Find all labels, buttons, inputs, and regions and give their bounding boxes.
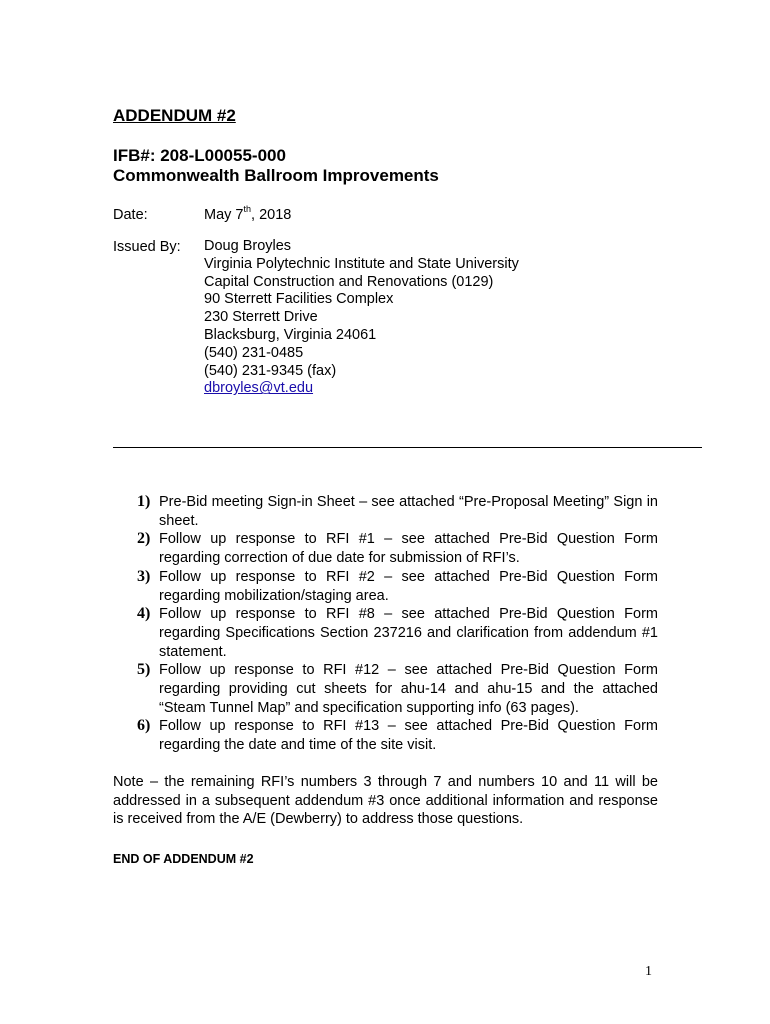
end-of-addendum: END OF ADDENDUM #2 bbox=[113, 852, 254, 866]
date-suffix: th bbox=[243, 204, 252, 215]
issuer-organization: Virginia Polytechnic Institute and State University bbox=[204, 255, 519, 272]
list-item bbox=[113, 661, 658, 717]
issuer-building: 90 Sterrett Facilities Complex bbox=[204, 291, 394, 308]
section-divider bbox=[113, 447, 702, 448]
date-year: , 2018 bbox=[251, 207, 292, 223]
addendum-items-list bbox=[113, 493, 658, 755]
issuer-department: Capital Construction and Renovations (0129) bbox=[204, 273, 494, 290]
issuer-city: Blacksburg, Virginia 24061 bbox=[204, 326, 377, 343]
page-number: 1 bbox=[645, 964, 652, 979]
item-text: Follow up response to RFI #8 – see attached Pre-Bid Question Form regarding Specifications Section 237216 and clarification from addendum #1 statement. bbox=[159, 606, 658, 660]
list-item bbox=[113, 568, 658, 605]
list-item bbox=[113, 530, 658, 567]
date-month-day: May 7 bbox=[204, 207, 244, 223]
item-text: Pre-Bid meeting Sign-in Sheet – see attached “Pre-Proposal Meeting” Sign in sheet. bbox=[159, 494, 658, 529]
issuer-phone: (540) 231-0485 bbox=[204, 344, 304, 361]
item-number: 3) bbox=[137, 567, 151, 585]
issuer-fax: (540) 231-9345 (fax) bbox=[204, 362, 337, 379]
addendum-title: ADDENDUM #2 bbox=[113, 106, 236, 125]
ifb-number: IFB#: 208-L00055-000 bbox=[113, 146, 286, 165]
item-number: 2) bbox=[137, 530, 151, 548]
item-text: Follow up response to RFI #2 – see attached Pre-Bid Question Form regarding mobilization/staging area. bbox=[159, 568, 658, 604]
project-title: Commonwealth Ballroom Improvements bbox=[113, 166, 439, 185]
issuer-street: 230 Sterrett Drive bbox=[204, 309, 318, 326]
item-number: 4) bbox=[137, 605, 151, 623]
issued-by-label: Issued By: bbox=[113, 239, 181, 255]
item-number: 6) bbox=[137, 717, 151, 735]
date-label: Date: bbox=[113, 207, 148, 223]
item-text: Follow up response to RFI #1 – see attached Pre-Bid Question Form regarding correction of due date for submission of RFI’s. bbox=[159, 531, 658, 567]
note-paragraph: Note – the remaining RFI’s numbers 3 through 7 and numbers 10 and 11 will be addressed in a subsequent addendum #3 once additional information and response is received from the A/E (Dewberry) to address those questions. bbox=[113, 774, 658, 828]
issuer-contact-block bbox=[204, 238, 519, 398]
item-text: Follow up response to RFI #13 – see attached Pre-Bid Question Form regarding the date and time of the site visit. bbox=[159, 718, 658, 754]
list-item bbox=[113, 717, 658, 754]
item-text: Follow up response to RFI #12 – see attached Pre-Bid Question Form regarding providing cut sheets for ahu-14 and ahu-15 and the attached “Steam Tunnel Map” and specification supporting info (63 pages). bbox=[159, 662, 658, 716]
item-number: 5) bbox=[137, 661, 151, 679]
item-number: 1) bbox=[137, 493, 151, 510]
list-item bbox=[113, 493, 658, 530]
issuer-email-link[interactable]: dbroyles@vt.edu bbox=[204, 380, 314, 397]
date-value bbox=[204, 206, 291, 224]
issuer-name: Doug Broyles bbox=[204, 238, 292, 254]
list-item bbox=[113, 605, 658, 661]
